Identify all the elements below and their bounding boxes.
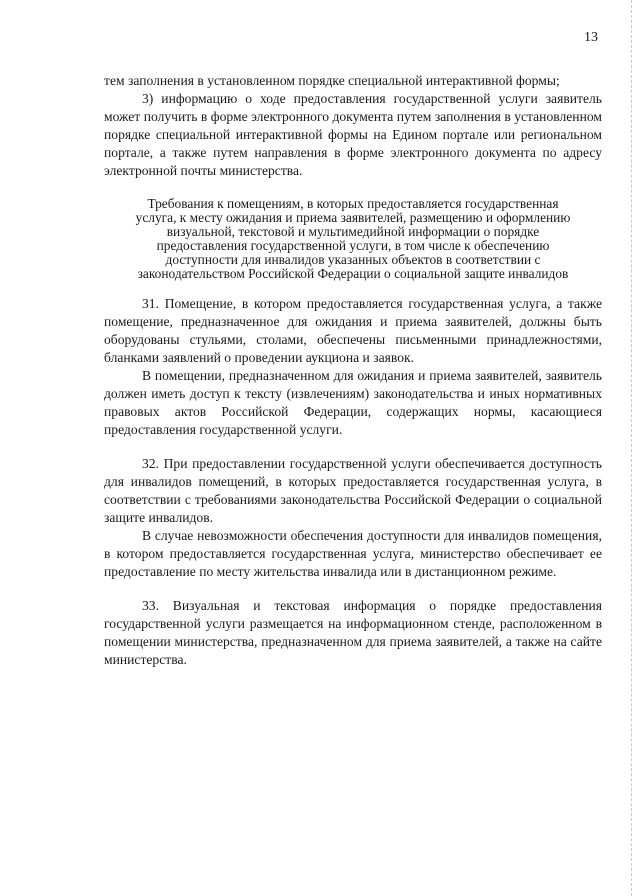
- page-number: 13: [584, 30, 598, 45]
- section-heading: Требования к помещениям, в которых предоставляется государственная услуга, к месту ожидания и приема заявителей, размещению и оформлению визуальной, текстовой и мультимедийной информации о порядке предоставления государственной услуги, в том числе к обеспечению доступности для инвалидов указанных объектов в соответствии с законодательством Российской Федерации о социальной защите инвалидов: [135, 196, 571, 281]
- paragraph-31-second: В помещении, предназначенном для ожидания и приема заявителей, заявитель должен иметь доступ к тексту (извлечениям) законодательства и иных нормативных правовых актов Российской Федерации, содержащих нормы, касающиеся предоставления государственной услуги.: [104, 368, 602, 437]
- paragraph-gap: [104, 439, 602, 455]
- page-edge-line: [630, 0, 632, 896]
- paragraph-item-3: 3) информацию о ходе предоставления государственной услуги заявитель может получить в форме электронного документа путем заполнения в установленном порядке специальной интерактивной формы на Едином портале или региональном портале, а также путем направления в форме электронного документа по адресу электронной почты министерства.: [104, 91, 602, 178]
- paragraph-33: 33. Визуальная и текстовая информация о порядке предоставления государственной услуги размещается на информационном стенде, расположенном в помещении министерства, предназначенном для приема заявителей, а также на сайте министерства.: [104, 598, 602, 667]
- paragraph-31: 31. Помещение, в котором предоставляется государственная услуга, а также помещение, предназначенное для ожидания и приема заявителей, должны быть оборудованы стульями, столами, обеспечены письменными принадлежностями, бланками заявлений о проведении аукциона и заявок.: [104, 296, 602, 365]
- document-body: [104, 72, 602, 669]
- paragraph-gap: [104, 581, 602, 597]
- paragraph-32-second: В случае невозможности обеспечения доступности для инвалидов помещения, в котором предоставляется государственная услуга, министерство обеспечивает ее предоставление по месту жительства инвалида или в дистанционном режиме.: [104, 528, 602, 579]
- paragraph-continuation: тем заполнения в установленном порядке специальной интерактивной формы;: [104, 73, 560, 88]
- paragraph-32: 32. При предоставлении государственной услуги обеспечивается доступность для инвалидов помещений, в которых предоставляется государственная услуга, в соответствии с требованиями законодательства Российской Федерации о социальной защите инвалидов.: [104, 456, 602, 525]
